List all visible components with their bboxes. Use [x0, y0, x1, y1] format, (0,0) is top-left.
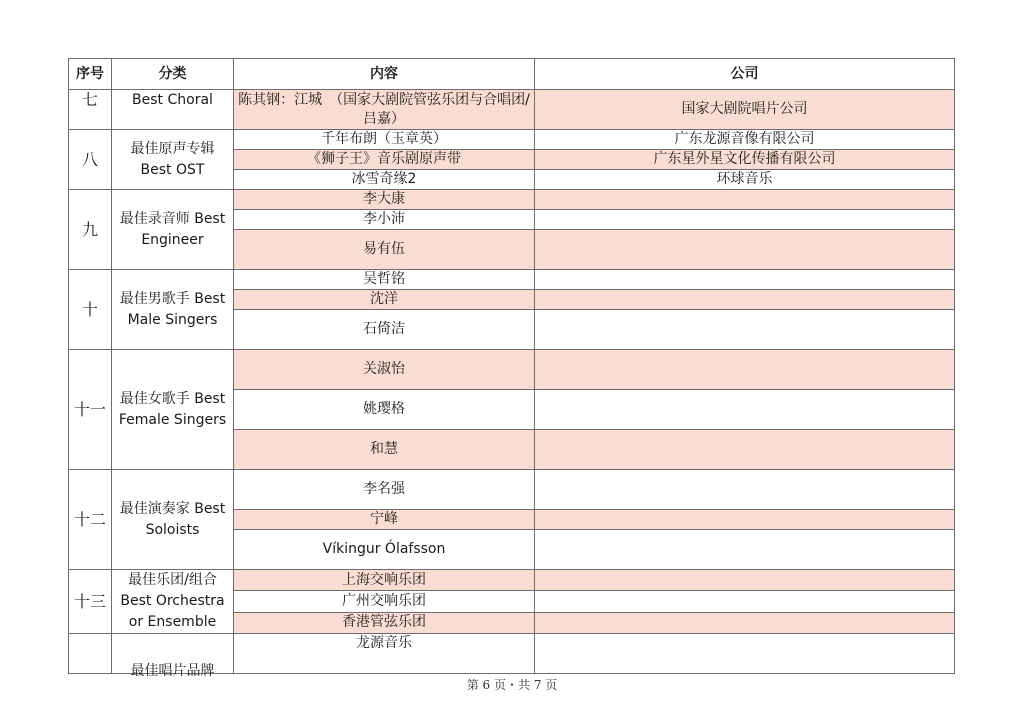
company-cell: 广东龙源音像有限公司: [535, 130, 955, 150]
group-number: 十一: [69, 350, 112, 470]
table-row: [69, 634, 955, 674]
page-footer: 第 6 页・共 7 页: [466, 678, 558, 692]
company-cell: [535, 634, 955, 674]
content-cell: 陈其钢：江城 （国家大剧院管弦乐团与合唱团/吕嘉）: [234, 90, 535, 130]
company-cell: [535, 230, 955, 270]
group-category: 最佳乐团/组合 Best Orchestra or Ensemble: [112, 570, 234, 634]
company-cell: [535, 190, 955, 210]
content-cell: 沈洋: [234, 290, 535, 310]
table-row: [69, 130, 955, 150]
company-cell: [535, 570, 955, 591]
company-cell: [535, 270, 955, 290]
group-category: 最佳唱片品牌: [112, 634, 234, 674]
group-category: 最佳原声专辑 Best OST: [112, 130, 234, 190]
content-cell: 石倚洁: [234, 310, 535, 350]
group-category: 最佳男歌手 Best Male Singers: [112, 270, 234, 350]
group-category: 最佳女歌手 Best Female Singers: [112, 350, 234, 470]
content-cell: 李大康: [234, 190, 535, 210]
content-cell: 广州交响乐团: [234, 591, 535, 612]
company-cell: [535, 390, 955, 430]
header-content: 内容: [234, 59, 535, 90]
content-cell: 关淑怡: [234, 350, 535, 390]
content-cell: 香港管弦乐团: [234, 612, 535, 633]
company-cell: [535, 470, 955, 510]
company-cell: [535, 290, 955, 310]
group-number: 九: [69, 190, 112, 270]
table-header-row: [69, 59, 955, 90]
content-cell: 上海交响乐团: [234, 570, 535, 591]
group-number: 八: [69, 130, 112, 190]
content-cell: 吴哲铭: [234, 270, 535, 290]
content-cell: 和慧: [234, 430, 535, 470]
table-row: [69, 190, 955, 210]
table-row: [69, 570, 955, 591]
group-number: 十二: [69, 470, 112, 570]
content-cell: 冰雪奇缘2: [234, 170, 535, 190]
content-cell: 《狮子王》音乐剧原声带: [234, 150, 535, 170]
awards-table-container: [68, 58, 954, 679]
header-company: 公司: [535, 59, 955, 90]
group-number: 十: [69, 270, 112, 350]
table-row: [69, 90, 955, 130]
group-category: 最佳录音师 Best Engineer: [112, 190, 234, 270]
group-number: 十三: [69, 570, 112, 634]
content-cell: 姚璎格: [234, 390, 535, 430]
content-cell: 宁峰: [234, 510, 535, 530]
content-cell: 李名强: [234, 470, 535, 510]
company-cell: 广东星外星文化传播有限公司: [535, 150, 955, 170]
table-row: [69, 470, 955, 510]
group-number: [69, 634, 112, 674]
content-cell: 龙源音乐: [234, 634, 535, 674]
content-cell: 千年布朗（玉章英）: [234, 130, 535, 150]
company-cell: [535, 430, 955, 470]
company-cell: [535, 310, 955, 350]
content-cell: 李小沛: [234, 210, 535, 230]
company-cell: [535, 510, 955, 530]
group-category: 最佳演奏家 Best Soloists: [112, 470, 234, 570]
header-category: 分类: [112, 59, 234, 90]
company-cell: [535, 591, 955, 612]
group-number: 七: [69, 90, 112, 130]
group-category: Best Choral: [112, 90, 234, 130]
table-row: [69, 270, 955, 290]
awards-table: [68, 58, 955, 679]
company-cell: [535, 530, 955, 570]
company-cell: [535, 210, 955, 230]
table-row: [69, 350, 955, 390]
company-cell: [535, 612, 955, 633]
header-no: 序号: [69, 59, 112, 90]
content-cell: 易有伍: [234, 230, 535, 270]
company-cell: 国家大剧院唱片公司: [535, 90, 955, 130]
content-cell: Víkingur Ólafsson: [234, 530, 535, 570]
company-cell: [535, 350, 955, 390]
company-cell: 环球音乐: [535, 170, 955, 190]
